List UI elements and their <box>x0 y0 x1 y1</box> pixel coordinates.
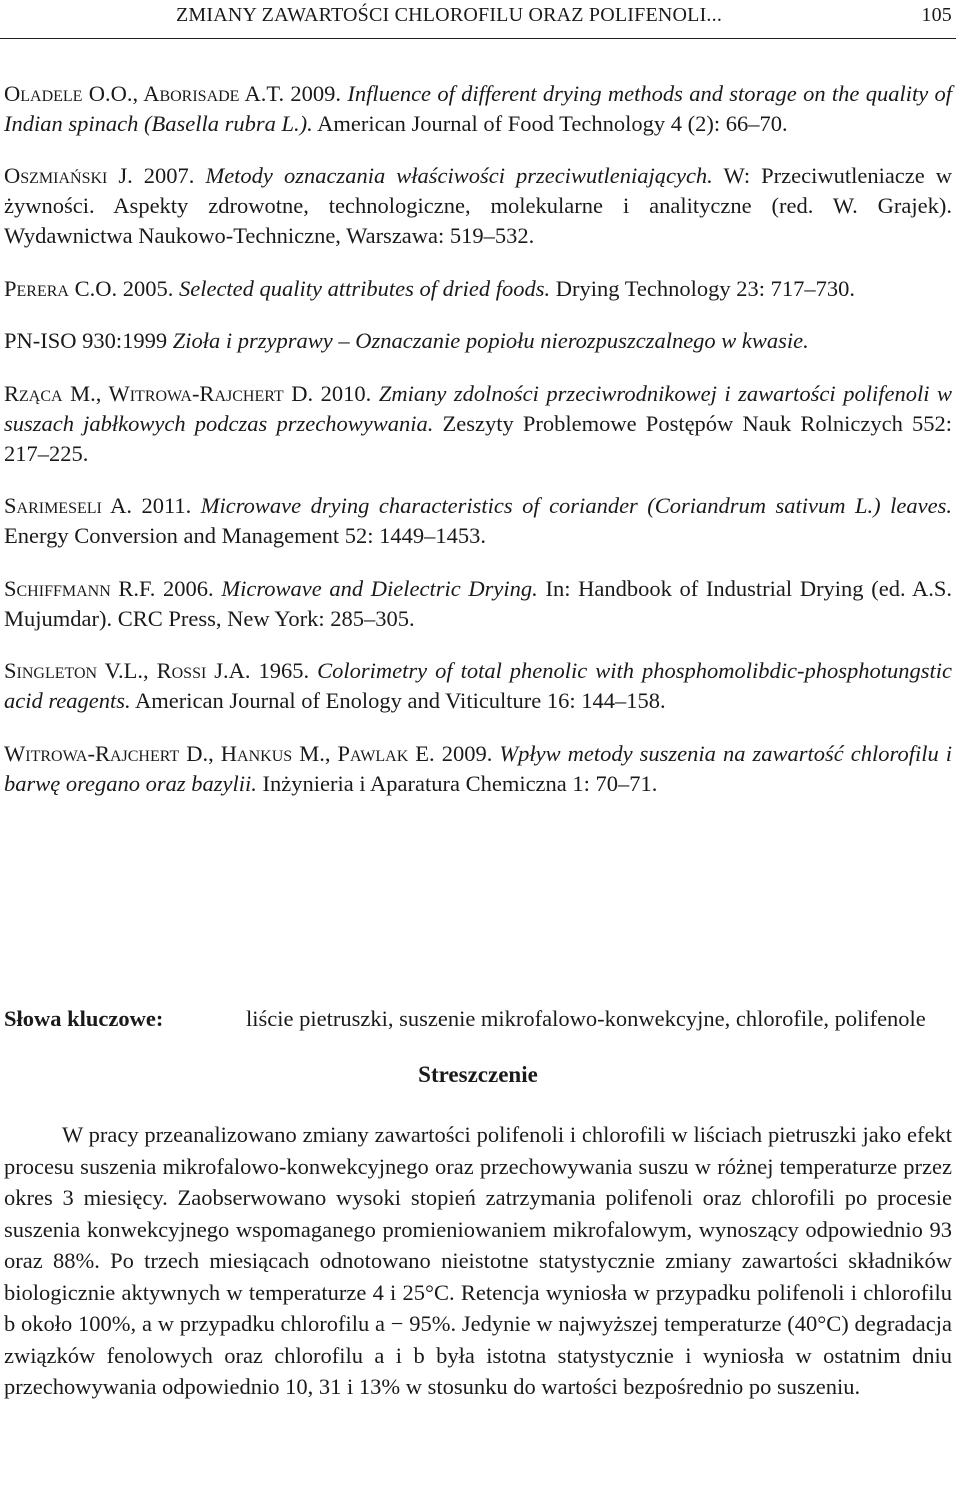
running-title: ZMIANY ZAWARTOŚCI CHLOROFILU ORAZ POLIFENOLI... <box>176 4 723 26</box>
reference-authors: Sarimeseli A. 2011. <box>4 493 192 518</box>
reference-authors: Oszmiański J. 2007. <box>4 163 195 188</box>
page-number: 105 <box>921 4 952 26</box>
reference-item <box>4 274 952 304</box>
running-header <box>0 2 952 30</box>
reference-source: American Journal of Enology and Viticulture 16: 144–158. <box>135 688 666 713</box>
reference-title: Zioła i przyprawy – Oznaczanie popiołu nierozpuszczalnego w kwasie. <box>172 328 809 353</box>
reference-authors: Schiffmann R.F. 2006. <box>4 575 214 601</box>
reference-item <box>4 656 952 716</box>
abstract-title: Streszczenie <box>418 1062 538 1087</box>
reference-source: American Journal of Food Technology 4 (2): 66–70. <box>317 110 788 136</box>
reference-source: Drying Technology 23: 717–730. <box>555 275 856 301</box>
reference-item <box>4 739 952 799</box>
reference-title: Influence of different drying methods and storage on the quality of Indian spinach (Basella rubra L.). <box>4 80 952 136</box>
keywords-value: liście pietruszki, suszenie mikrofalowo-konwekcyjne, chlorofile, polifenole <box>246 1006 926 1031</box>
reference-title: Colorimetry of total phenolic with phosphomolibdic-phosphotungstic acid reagents. <box>4 658 952 713</box>
reference-authors: Rząca M., Witrowa-Rajchert D. 2010. <box>4 380 372 406</box>
references-list <box>4 56 952 809</box>
reference-title: Microwave and Dielectric Drying. <box>221 575 538 601</box>
reference-item <box>4 161 952 251</box>
reference-title: Wpływ metody suszenia na zawartość chlorofilu i barwę oregano oraz bazylii. <box>4 740 952 796</box>
reference-title: Selected quality attributes of dried foods. <box>178 275 551 301</box>
reference-item <box>4 79 952 139</box>
reference-authors: Oladele O.O., Aborisade A.T. 2009. <box>4 80 342 106</box>
abstract-text: W pracy przeanalizowano zmiany zawartości polifenoli i chlorofili w liściach pietruszki jako efekt procesu suszenia mikrofalowo-konwekcyjnego oraz przechowywania suszu w różnej temperaturze przez okres 3 miesięcy. Zaobserwowano wysoki stopień zatrzymania polifenoli oraz chlorofili po procesie suszenia konwekcyjnego wspomaganego promieniowaniem mikrofalowym, wynoszący odpowiednio 93 oraz 88%. Po trzech miesiącach odnotowano nieistotne statystycznie zmiany zawartości składników biologicznie aktywnych w temperaturze 4 i 25°C. Retencja wyniosła w przypadku polifenoli i chlorofilu b około 100%, a w przypadku chlorofilu a − 95%. Jedynie w najwyższej temperaturze (40°C) degradacja związków fenolowych oraz chlorofilu a i b była istotna statystycznie i wyniosła w ostatnim dniu przechowywania odpowiednio 10, 31 i 13% w stosunku do wartości bezpośrednio po suszeniu. <box>4 1122 952 1399</box>
reference-source: Zeszyty Problemowe Postępów Nauk Rolniczych 552: 217–225. <box>4 410 953 466</box>
reference-item <box>4 574 952 634</box>
reference-item <box>4 326 952 356</box>
reference-source: Inżynieria i Aparatura Chemiczna 1: 70–71. <box>262 770 658 796</box>
reference-source: W: Przeciwutleniacze w żywności. Aspekty zdrowotne, technologiczne, molekularne i analityczne (red. W. Grajek). Wydawnictwa Naukowo-Techniczne, Warszawa: 519–532. <box>4 163 953 248</box>
reference-item <box>4 491 952 551</box>
reference-source: Energy Conversion and Management 52: 1449–1453. <box>4 523 487 548</box>
header-rule <box>0 38 956 39</box>
reference-title: Microwave drying characteristics of coriander (Coriandrum sativum L.) leaves. <box>200 493 953 518</box>
reference-authors: Perera C.O. 2005. <box>4 275 174 301</box>
keywords-label: Słowa kluczowe: <box>4 1006 164 1031</box>
reference-authors: Singleton V.L., Rossi J.A. 1965. <box>4 658 310 683</box>
reference-authors: PN-ISO 930:1999 <box>4 328 168 353</box>
reference-title: Zmiany zdolności przeciwrodnikowej i zawartości polifenoli w suszach jabłkowych podczas przechowywania. <box>4 380 953 436</box>
reference-item <box>4 379 952 469</box>
reference-title: Metody oznaczania właściwości przeciwutleniających. <box>205 163 713 188</box>
reference-authors: Witrowa-Rajchert D., Hankus M., Pawlak E. 2009. <box>4 740 493 766</box>
reference-source: In: Handbook of Industrial Drying (ed. A.S. Mujumdar). CRC Press, New York: 285–305. <box>4 575 953 631</box>
